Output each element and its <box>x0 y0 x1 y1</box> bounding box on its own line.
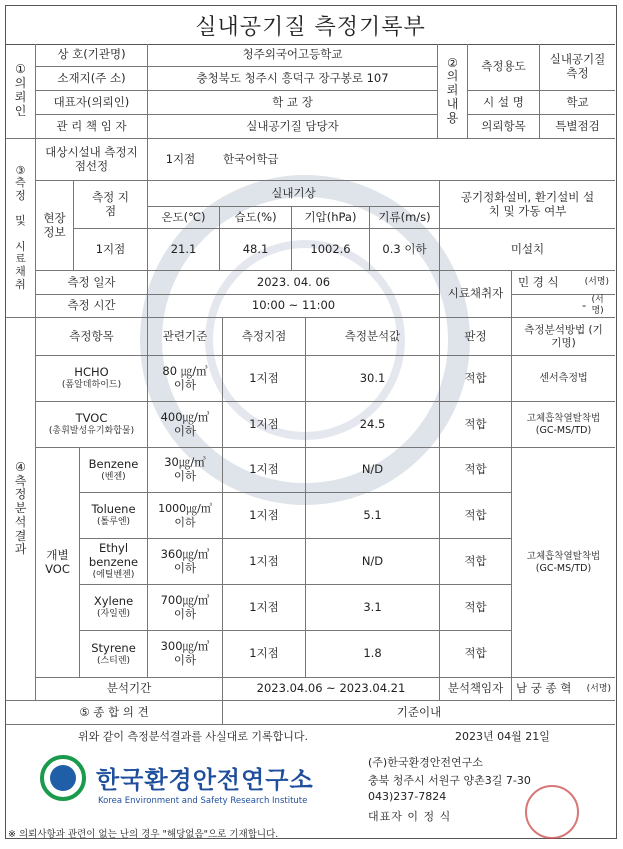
weather-header: 실내기상 <box>148 181 440 207</box>
styrene-point: 1지점 <box>223 631 306 678</box>
request-item-label: 의뢰항목 <box>468 115 540 139</box>
xylene-name <box>80 585 148 631</box>
page-title: 실내공기질 측정기록부 <box>6 6 615 45</box>
toluene-label: Toluene <box>91 502 136 517</box>
method-header: 측정분석방법 (기기명) <box>512 318 615 356</box>
hcho-judge: 적합 <box>440 356 512 402</box>
sampling-section-label: ③ 측 정 및 시 료 채 취 <box>6 139 36 318</box>
ethylbenzene-label: Ethyl benzene <box>88 541 139 570</box>
institute-logo-icon <box>40 755 86 801</box>
ethylbenzene-std: 360㎍/㎥ 이하 <box>148 539 223 585</box>
method-voc: 고체흡착열탈착법 (GC-MS/TD) <box>512 448 615 678</box>
request-use-label: 측정용도 <box>468 44 540 91</box>
temp-value: 21.1 <box>148 229 220 271</box>
benzene-label: Benzene <box>88 456 139 471</box>
benzene-value: N/D <box>306 448 440 493</box>
sampler-2 <box>512 295 615 318</box>
request-facility: 학교 <box>540 91 615 115</box>
voc-group-label: 개별 VOC <box>36 448 80 678</box>
logo-english: Korea Environment and Safety Research Institute <box>98 796 308 806</box>
sampler-1 <box>512 271 615 295</box>
client-rep: 학 교 장 <box>148 91 438 115</box>
hcho-point: 1지점 <box>223 356 306 402</box>
item-header: 측정항목 <box>36 318 148 356</box>
date-label: 측정 일자 <box>36 271 148 295</box>
toluene-name <box>80 493 148 539</box>
toluene-point: 1지점 <box>223 493 306 539</box>
sampler-2-name: - <box>582 298 587 313</box>
ethylbenzene-name <box>80 539 148 585</box>
sampler-label: 시료채취자 <box>440 271 512 318</box>
record-sheet <box>5 5 617 839</box>
xylene-point: 1지점 <box>223 585 306 631</box>
airflow-header: 기류(m/s) <box>370 207 440 229</box>
client-mgr: 실내공기질 담당자 <box>148 115 438 139</box>
issue-date: 2023년 04월 21일 <box>455 730 550 743</box>
time-label: 측정 시간 <box>36 295 148 318</box>
value-header: 측정분석값 <box>306 318 440 356</box>
pressure-value: 1002.6 <box>292 229 370 271</box>
client-addr-label: 소재지(주 소) <box>36 67 148 91</box>
client-section-label: ① 의 뢰 인 <box>6 44 36 139</box>
toluene-std: 1000㎍/㎥ 이하 <box>148 493 223 539</box>
client-mgr-label: 관 리 책 임 자 <box>36 115 148 139</box>
footnote: ※ 의뢰사항과 관련이 없는 난의 경우 "해당없음"으로 기재합니다. <box>8 829 279 840</box>
styrene-name <box>80 631 148 678</box>
tvoc-std: 400㎍/㎥ 이하 <box>148 402 223 448</box>
benzene-std: 30㎍/㎥ 이하 <box>148 448 223 493</box>
xylene-label: Xylene <box>93 594 134 609</box>
field-info-label: 현장 정보 <box>36 181 74 271</box>
hcho-name <box>36 356 148 402</box>
company-name: (주)한국환경안전연구소 <box>368 756 483 769</box>
humidity-header: 습도(%) <box>220 207 292 229</box>
xylene-value: 3.1 <box>306 585 440 631</box>
tvoc-name <box>36 402 148 448</box>
ethylbenzene-point: 1지점 <box>223 539 306 585</box>
logo-korean: 한국환경안전연구소 <box>96 766 314 794</box>
benzene-sub: (벤젠) <box>101 471 126 482</box>
tvoc-judge: 적합 <box>440 402 512 448</box>
company-phone: 043)237-7824 <box>368 790 447 803</box>
hcho-sub: (폼알데하이드) <box>61 380 122 390</box>
client-name-label: 상 호(기관명) <box>36 44 148 67</box>
tvoc-point: 1지점 <box>223 402 306 448</box>
request-facility-label: 시 설 명 <box>468 91 540 115</box>
toluene-judge: 적합 <box>440 493 512 539</box>
humidity-value: 48.1 <box>220 229 292 271</box>
client-name: 청주외국어고등학교 <box>148 44 438 67</box>
xylene-std: 700㎍/㎥ 이하 <box>148 585 223 631</box>
analyst <box>512 678 615 701</box>
sampler-2-sign: (서명) <box>591 295 604 316</box>
statement: 위와 같이 측정분석결과를 사실대로 기록합니다. <box>78 730 309 743</box>
hcho-std: 80 ㎍/㎥ 이하 <box>148 356 223 402</box>
client-rep-label: 대표자(의뢰인) <box>36 91 148 115</box>
target-label: 대상시설내 측정지점선정 <box>36 139 148 181</box>
ethylbenzene-value: N/D <box>306 539 440 585</box>
time-value: 10:00 ~ 11:00 <box>148 295 440 318</box>
method-tvoc: 고체흡착열탈착법 (GC-MS/TD) <box>512 402 615 448</box>
analyst-name: 남 궁 종 혁 <box>516 681 572 696</box>
point-header: 측정 지점 <box>74 181 148 229</box>
hcho-label: HCHO <box>74 365 109 380</box>
date-value: 2023. 04. 06 <box>148 271 440 295</box>
sampler-1-name: 민 경 식 <box>518 274 559 289</box>
xylene-sub: (자일렌) <box>96 609 131 619</box>
point-value: 1지점 <box>74 229 148 271</box>
point-col-header: 측정지점 <box>223 318 306 356</box>
request-item: 특별점검 <box>540 115 615 139</box>
summary-label: ⑤ 종 합 의 견 <box>6 701 223 725</box>
benzene-name <box>80 448 148 493</box>
target-point: 1지점 <box>148 139 213 181</box>
std-header: 관련기준 <box>148 318 223 356</box>
benzene-point: 1지점 <box>223 448 306 493</box>
toluene-value: 5.1 <box>306 493 440 539</box>
tvoc-sub: (총휘발성유기화합물) <box>48 426 135 436</box>
equipment-value: 미설치 <box>440 229 615 271</box>
client-addr: 충청북도 청주시 흥덕구 장구봉로 107 <box>148 67 438 91</box>
company-address: 충북 청주시 서원구 양촌3길 7-30 <box>368 774 531 787</box>
period-label: 분석기간 <box>36 678 223 701</box>
request-use: 실내공기질 측정 <box>540 44 615 91</box>
sampler-1-sign: (서명) <box>584 277 609 288</box>
results-section-label: ④ 측 정 분 석 결 과 <box>6 318 36 701</box>
analyst-label: 분석책임자 <box>440 678 512 701</box>
judge-header: 판정 <box>440 318 512 356</box>
request-section-label: ② 의 뢰 내 용 <box>438 44 468 139</box>
company-seal <box>525 785 579 839</box>
ethylbenzene-sub: (에틸벤젠) <box>92 569 135 580</box>
method-sensor: 센서측정법 <box>512 356 615 402</box>
styrene-std: 300㎍/㎥ 이하 <box>148 631 223 678</box>
period-value: 2023.04.06 ~ 2023.04.21 <box>223 678 440 701</box>
temp-header: 온도(℃) <box>148 207 220 229</box>
tvoc-value: 24.5 <box>306 402 440 448</box>
xylene-judge: 적합 <box>440 585 512 631</box>
styrene-value: 1.8 <box>306 631 440 678</box>
tvoc-label: TVOC <box>75 411 108 426</box>
pressure-header: 기압(hPa) <box>292 207 370 229</box>
toluene-sub: (톨루엔) <box>96 517 131 527</box>
target-place: 한국어학급 <box>213 139 615 181</box>
styrene-label: Styrene <box>91 640 136 655</box>
company-ceo: 대표자 이 정 식 <box>368 810 452 823</box>
benzene-judge: 적합 <box>440 448 512 493</box>
analyst-sign: (서명) <box>586 683 611 694</box>
airflow-value: 0.3 이하 <box>370 229 440 271</box>
styrene-judge: 적합 <box>440 631 512 678</box>
styrene-sub: (스티렌) <box>96 655 131 666</box>
summary-value: 기준이내 <box>223 701 615 725</box>
ethylbenzene-judge: 적합 <box>440 539 512 585</box>
hcho-value: 30.1 <box>306 356 440 402</box>
equipment-header: 공기정화설비, 환기설비 설치 및 가동 여부 <box>440 181 615 229</box>
